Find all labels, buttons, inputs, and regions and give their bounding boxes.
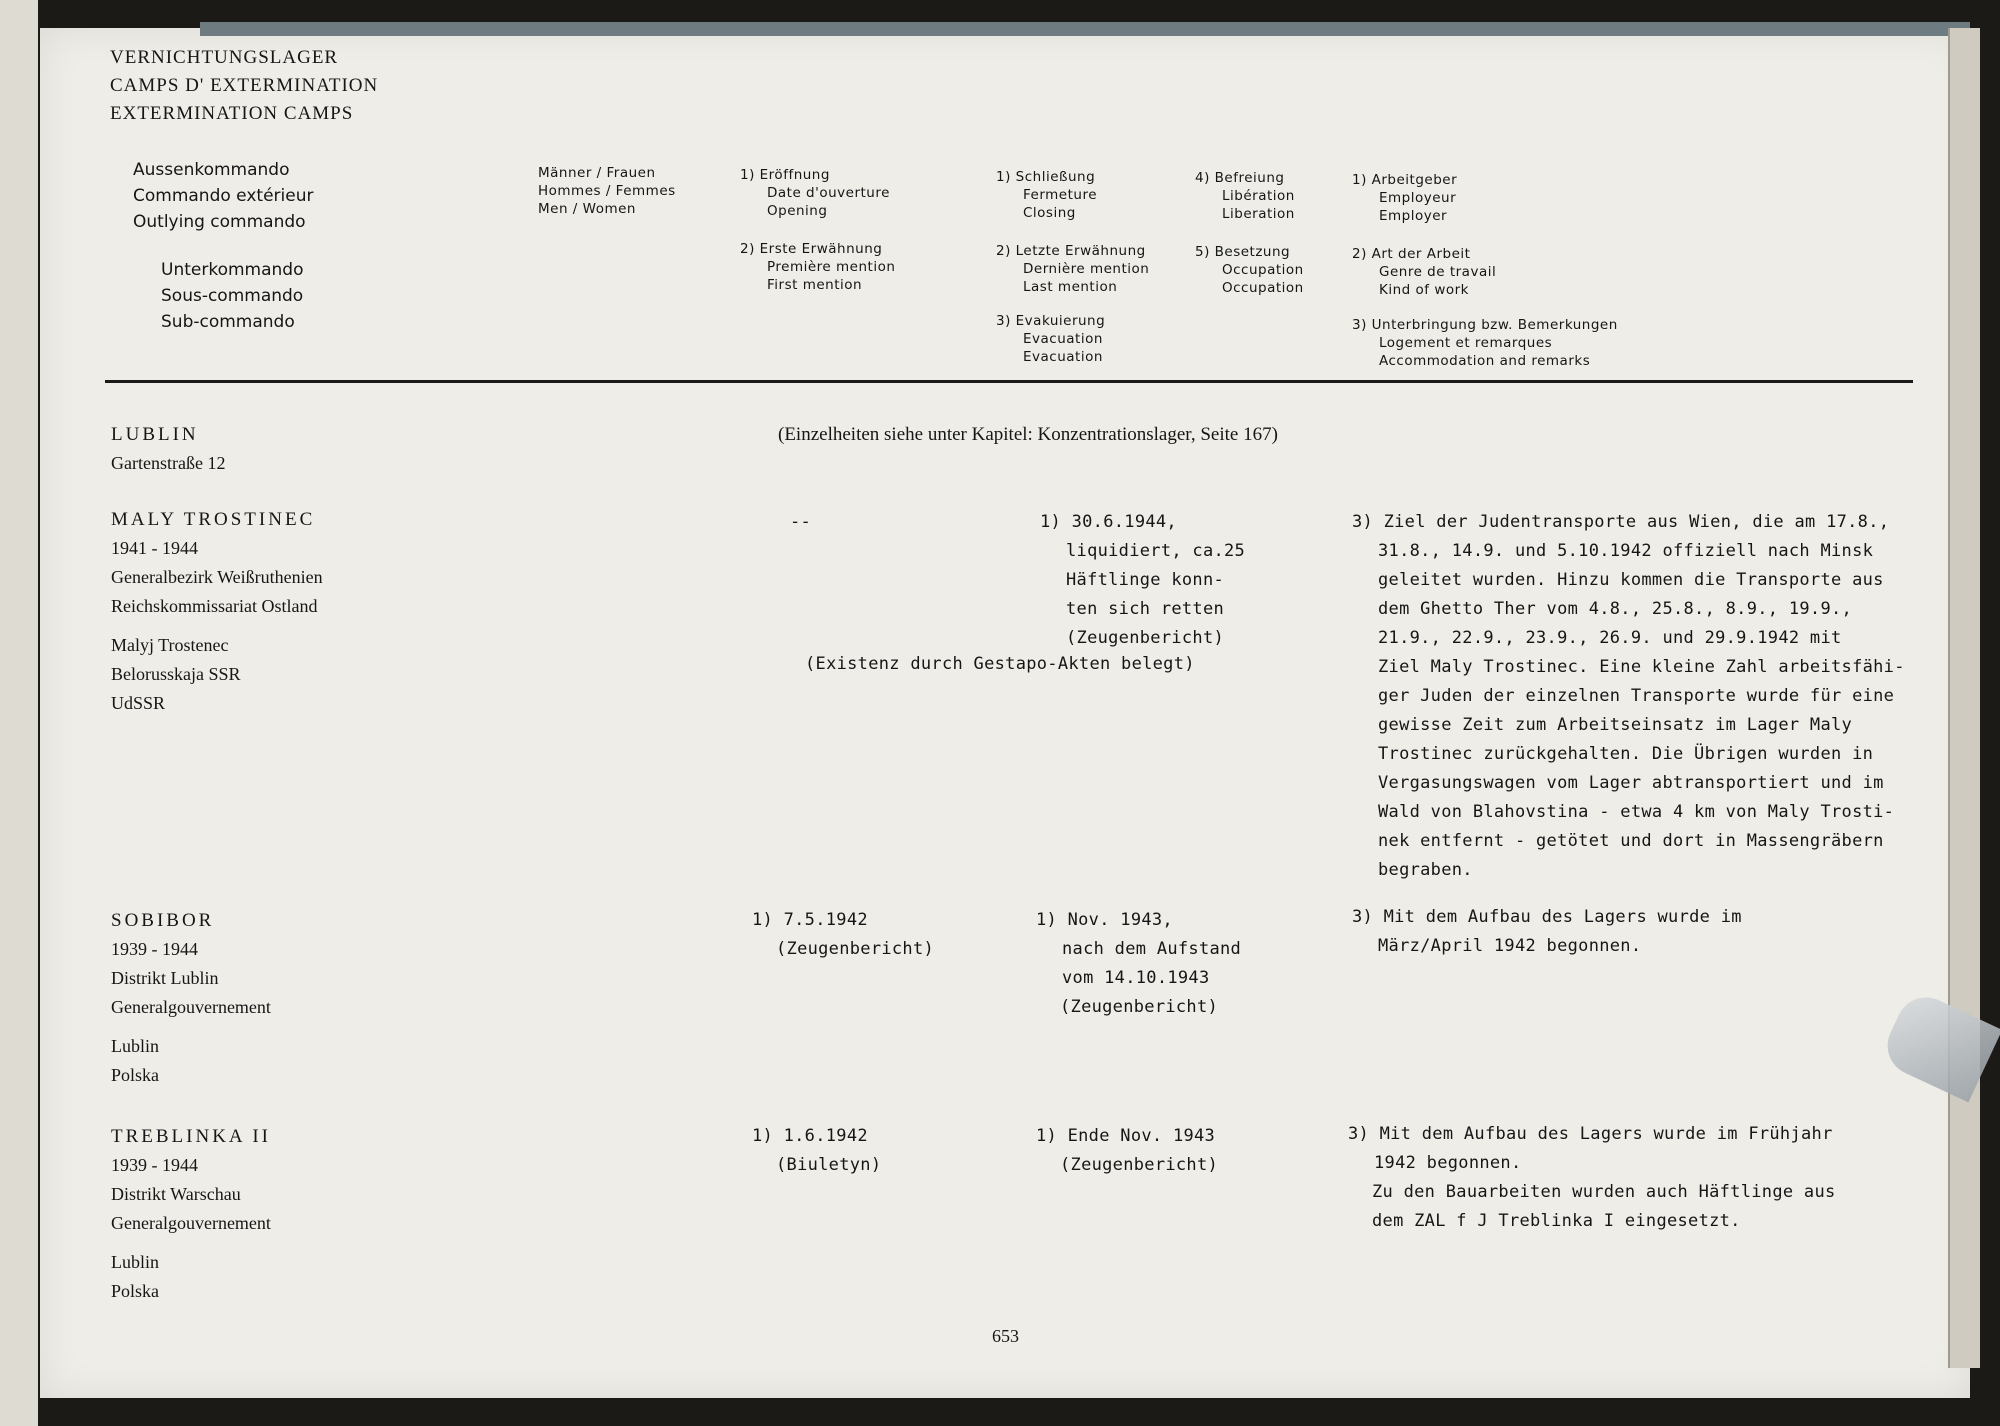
lublin-note: (Einzelheiten siehe unter Kapitel: Konzentrationslager, Seite 167) (778, 424, 1278, 445)
legend-opening: 1) Eröffnung Date d'ouverture Opening (740, 167, 890, 219)
treblinka-closing: 1) Ende Nov. 1943 (Zeugenbericht) (1036, 1126, 1219, 1175)
legend-last-mention: 2) Letzte Erwähnung Dernière mention Last mention (996, 243, 1150, 295)
book-right-edge (1948, 28, 1980, 1368)
sobibor-opening: 1) 7.5.1942 (Zeugenbericht) (752, 910, 935, 959)
entry-lublin: LUBLIN Gartenstraße 12 (111, 420, 225, 478)
maly-closing: 1) 30.6.1944, liquidiert, ca.25 Häftlinge konn- ten sich retten (Zeugenbericht) (1040, 512, 1246, 648)
facing-page-edge (0, 0, 38, 1426)
legend-employer: 1) Arbeitgeber Employeur Employer (1352, 172, 1458, 224)
camp-name: TREBLINKA II (111, 1126, 272, 1147)
legend-gender: Männer / Frauen Hommes / Femmes Men / Women (538, 165, 676, 217)
legend-kind-of-work: 2) Art der Arbeit Genre de travail Kind of work (1352, 246, 1497, 298)
legend-occupation: 5) Besetzung Occupation Occupation (1195, 244, 1304, 296)
maly-existence: (Existenz durch Gestapo-Akten belegt) (805, 654, 1195, 674)
sobibor-remarks: 3) Mit dem Aufbau des Lagers wurde im März/April 1942 begonnen. (1352, 907, 1742, 956)
camp-name: SOBIBOR (111, 910, 215, 931)
treblinka-opening: 1) 1.6.1942 (Biuletyn) (752, 1126, 882, 1175)
sobibor-closing: 1) Nov. 1943, nach dem Aufstand vom 14.10.1943 (Zeugenbericht) (1036, 910, 1242, 1017)
maly-opening: -- (790, 512, 812, 532)
entry-maly-trostinec: MALY TROSTINEC 1941 - 1944 Generalbezirk Weißruthenien Reichskommissariat Ostland Malyj Trostenec Belorusskaja SSR UdSSR (111, 505, 323, 718)
treblinka-remarks: 3) Mit dem Aufbau des Lagers wurde im Frühjahr 1942 begonnen. Zu den Bauarbeiten wurden auch Häftlinge aus dem ZAL f J Treblinka I eingesetzt. (1348, 1124, 1836, 1231)
outlying-commando-label: Aussenkommando Commando extérieur Outlying commando (133, 160, 314, 232)
legend-accommodation: 3) Unterbringung bzw. Bemerkungen Logement et remarques Accommodation and remarks (1352, 317, 1618, 369)
entry-sobibor: SOBIBOR 1939 - 1944 Distrikt Lublin Generalgouvernement Lublin Polska (111, 906, 271, 1090)
camp-name: MALY TROSTINEC (111, 509, 316, 530)
page-number: 653 (992, 1326, 1019, 1346)
entry-treblinka-ii: TREBLINKA II 1939 - 1944 Distrikt Warschau Generalgouvernement Lublin Polska (111, 1122, 271, 1306)
header-rule (105, 380, 1913, 383)
legend-evacuation: 3) Evakuierung Evacuation Evacuation (996, 313, 1106, 365)
sub-commando-label: Unterkommando Sous-commando Sub-commando (161, 260, 304, 332)
legend-first-mention: 2) Erste Erwähnung Première mention First mention (740, 241, 896, 293)
book-top-edge (200, 22, 1970, 36)
legend-closing: 1) Schließung Fermeture Closing (996, 169, 1098, 221)
legend-liberation: 4) Befreiung Libération Liberation (1195, 170, 1295, 222)
camp-name: LUBLIN (111, 424, 199, 445)
section-title: VERNICHTUNGSLAGER CAMPS D' EXTERMINATION EXTERMINATION CAMPS (110, 47, 379, 124)
maly-remarks: 3) Ziel der Judentransporte aus Wien, die am 17.8., 31.8., 14.9. und 5.10.1942 offiziell nach Minsk geleitet wurden. Hinzu kommen die Transporte aus dem Ghetto Ther vom 4.8., 25.8., 8.9., 19.9., 21.9., 22.9., 23.9., 26.9. und 29.9.1942 mit Ziel Maly Trostinec. Eine kleine Zahl arbeitsfähi- ger Juden der einzelnen Transporte wurde für eine gewisse Zeit zum Arbeitseinsatz im Lager Maly Trostinec zurückgehalten. Die Übrigen wurden in Vergasungswagen vom Lager abtransportiert und im Wald von Blahovstina - etwa 4 km von Maly Trosti- nek entfernt - getötet und dort in Massengräbern begraben. (1352, 512, 1905, 880)
